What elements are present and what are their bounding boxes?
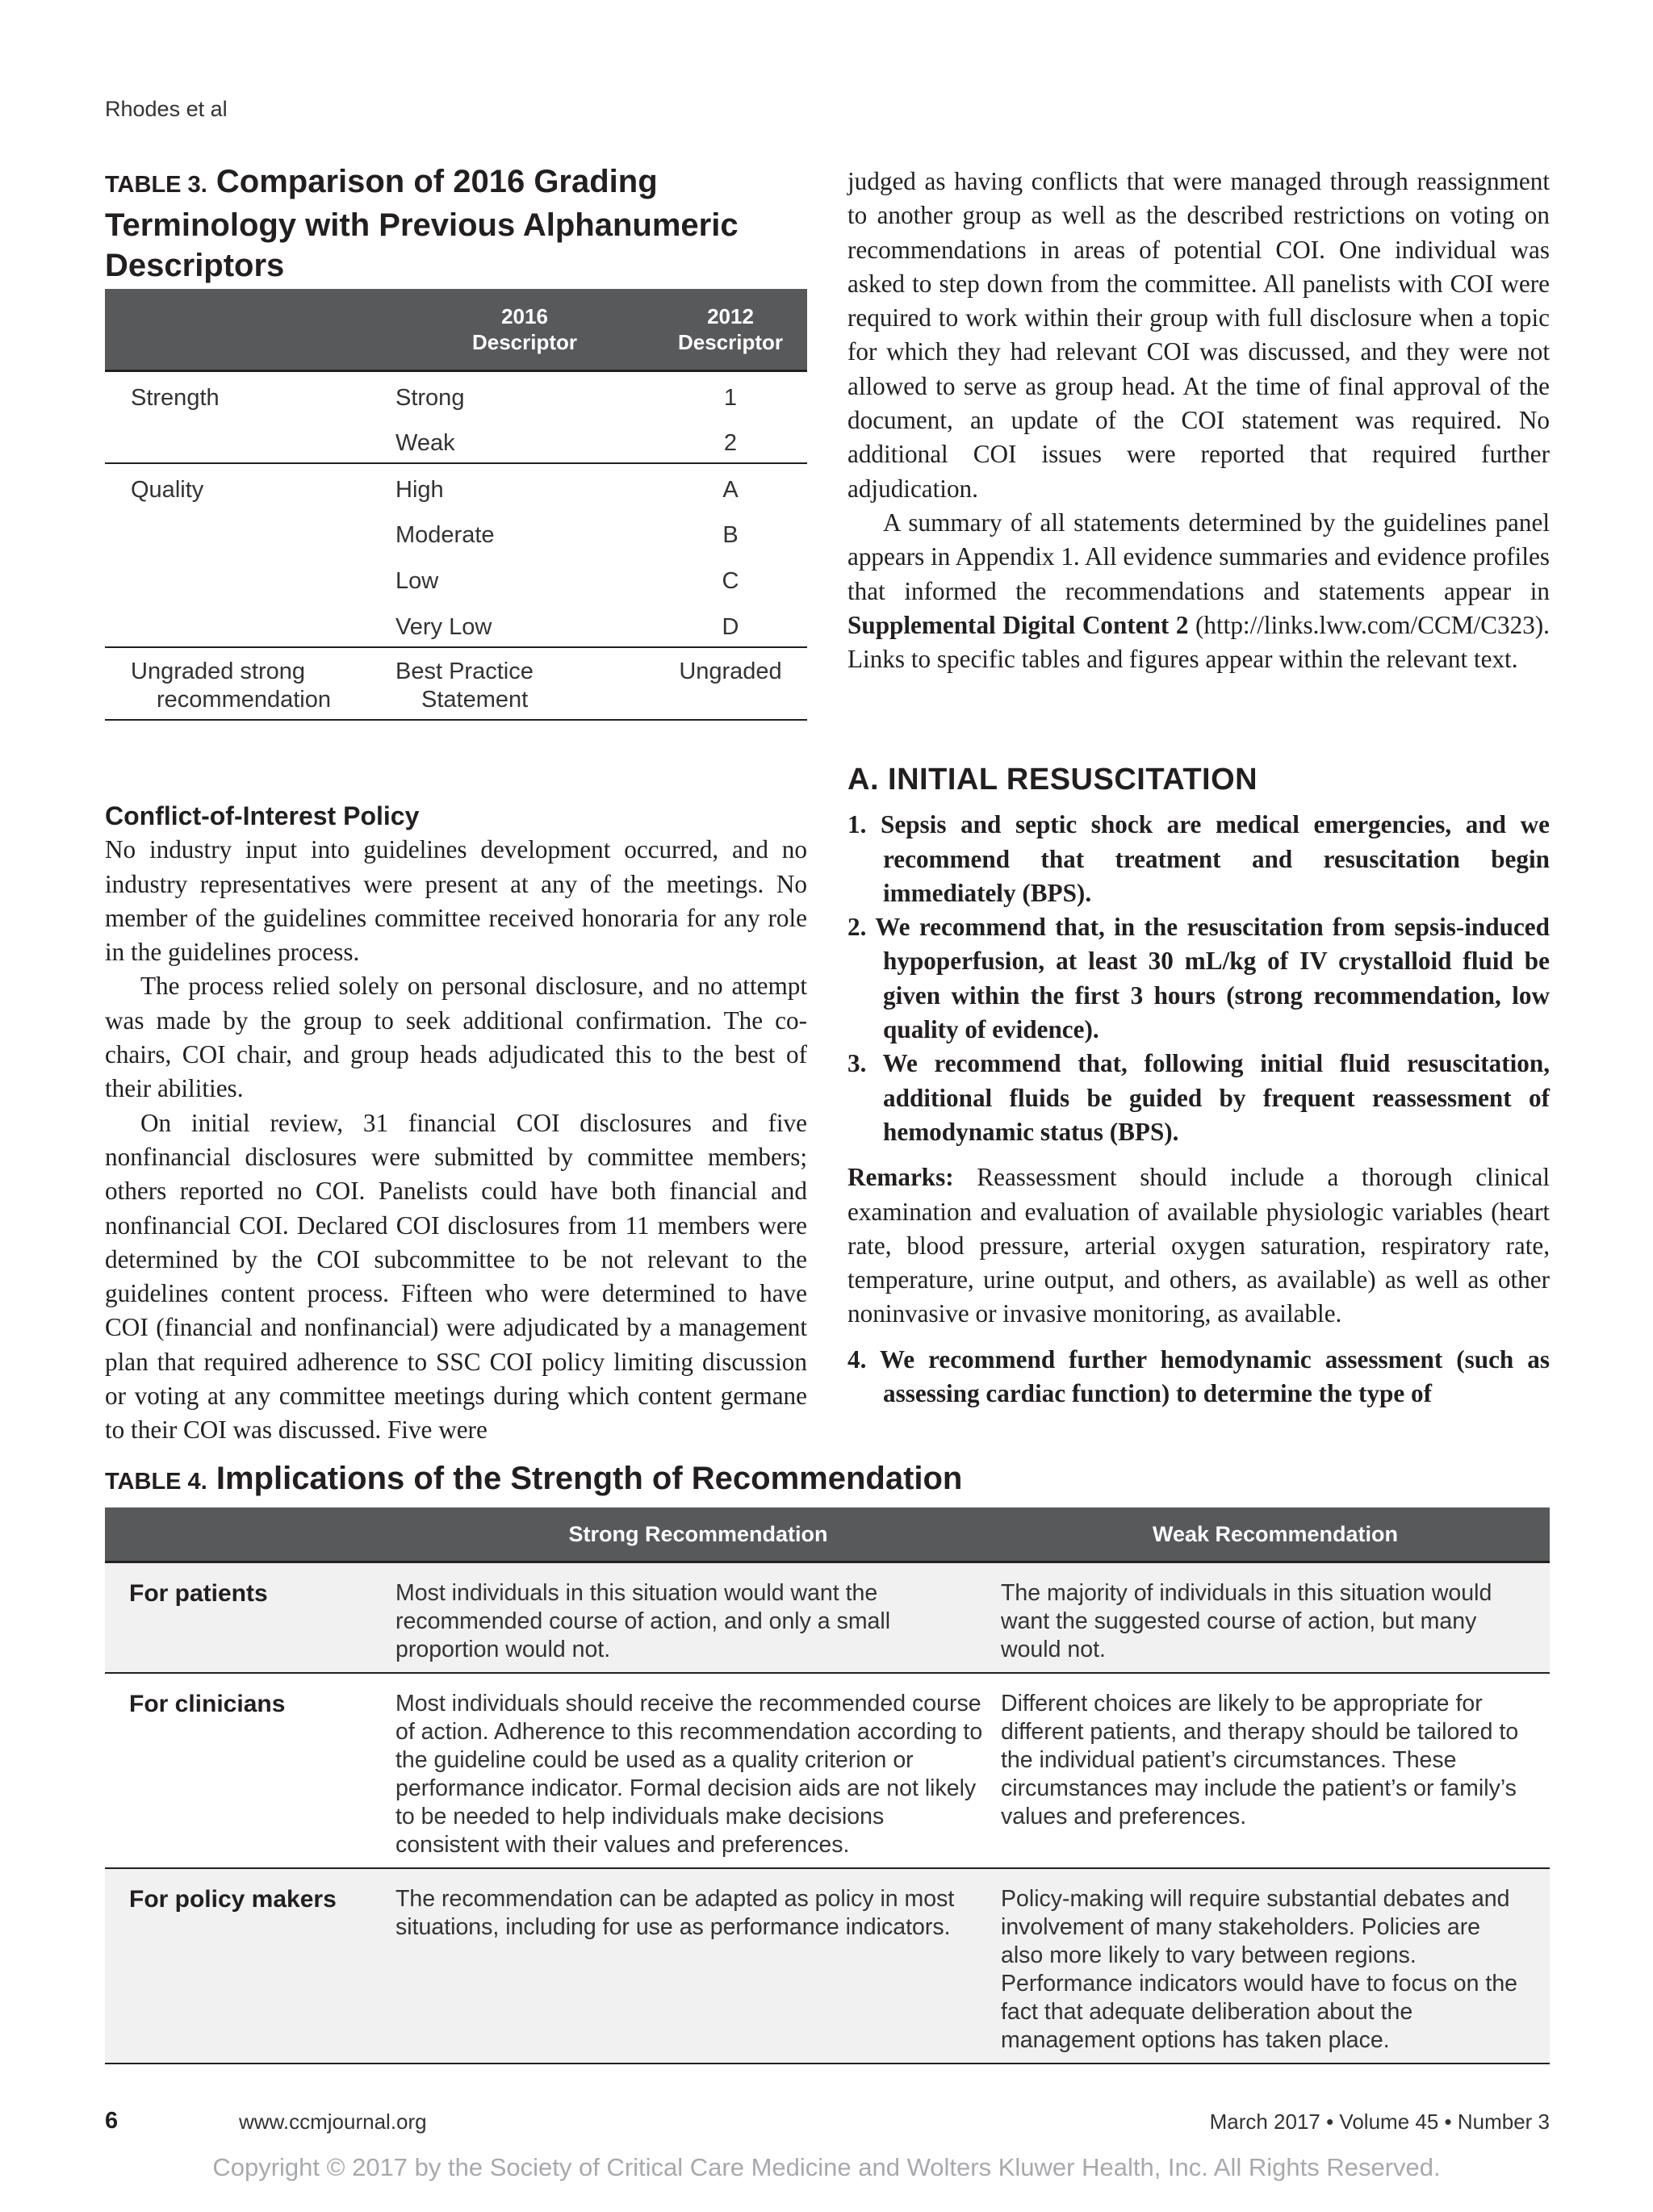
ungraded-line2: recommendation	[157, 686, 331, 713]
table4-title	[105, 1461, 962, 1497]
table-row	[105, 1673, 1550, 1868]
section-heading: A. INITIAL RESUSCITATION	[847, 763, 1258, 797]
table4-label: TABLE 4.	[105, 1469, 207, 1495]
table-row	[105, 509, 807, 555]
coi-paragraph-2: The process relied solely on personal disclosure, and no attempt was made by the group to seek additional confirmation. The co-chairs, COI chair, and group heads adjudicated this to the best of their abilities.	[105, 972, 807, 1103]
table-cell: D	[654, 601, 807, 647]
ungraded-line1: Ungraded strong	[131, 658, 306, 684]
table-cell	[105, 555, 395, 601]
table3-title	[105, 161, 807, 286]
table3-header-2016-word: Descriptor	[471, 330, 578, 354]
table-cell	[105, 647, 395, 720]
table-cell: Moderate	[395, 521, 495, 548]
table4-header-weak: Weak Recommendation	[1001, 1507, 1550, 1562]
page-number: 6	[105, 2108, 119, 2134]
table-cell: 1	[723, 385, 738, 411]
table-row	[105, 371, 807, 417]
row-label-clinicians: For clinicians	[105, 1673, 395, 1868]
table-cell: 2	[654, 417, 807, 463]
remarks-paragraph	[847, 1160, 1550, 1331]
right-column	[847, 165, 1550, 676]
table3-header-2016	[395, 289, 654, 371]
recommendation-2: 2. We recommend that, in the resuscitation from sepsis-induced hypoperfusion, at least 30 mL/kg of IV crystalloid fluid be given within the first 3 hours (strong recommendation, low quality of evidence).	[847, 913, 1550, 1044]
table-row	[105, 463, 807, 509]
table-cell: The majority of individuals in this situation would want the suggested course of action, but many would not.	[1001, 1562, 1550, 1674]
recommendation-1: 1. Sepsis and septic shock are medical emergencies, and we recommend that treatment and resuscitation begin immediately (BPS).	[847, 810, 1550, 907]
table-cell: Quality	[131, 476, 204, 503]
table-cell: C	[722, 567, 739, 594]
table-row	[105, 555, 807, 601]
table-row	[105, 1562, 1550, 1674]
table-cell: Strength	[131, 385, 220, 411]
table-cell: Strong	[395, 385, 465, 411]
table4-header-empty	[105, 1507, 395, 1562]
bps-line1: Best Practice	[395, 658, 534, 684]
table-cell	[395, 647, 654, 720]
summary-text-a: A summary of all statements determined by the guidelines panel appears in Appendix 1. All evidence summaries and evidence profiles that informed the recommendations and statements appear in	[847, 508, 1550, 605]
copyright-notice: Copyright © 2017 by the Society of Critical Care Medicine and Wolters Kluwer Health, Inc. All Rights Reserved.	[212, 2153, 1441, 2181]
table3-header-2012-year: 2012	[707, 304, 754, 328]
table-cell: Weak	[395, 417, 654, 463]
table-row	[105, 601, 807, 647]
table3-label: TABLE 3.	[105, 172, 207, 198]
coi-section	[105, 799, 807, 1448]
journal-website: www.ccmjournal.org	[239, 2110, 427, 2134]
recommendation-3: 3. We recommend that, following initial fluid resuscitation, additional fluids be guided by frequent reassessment of hemodynamic status (BPS).	[847, 1049, 1550, 1146]
table-row	[105, 647, 807, 720]
sdc-link-text: Supplemental Digital Content 2	[847, 610, 1189, 639]
summary-text-b: (http://links.lww.com/CCM/C323). Links to specific tables and figures appear within the relevant text.	[847, 610, 1550, 674]
coi-paragraph-1: No industry input into guidelines development occurred, and no industry representatives were present at any of the meetings. No member of the guidelines committee received honoraria for any role in the guidelines process.	[105, 835, 807, 967]
table-cell: Most individuals in this situation would want the recommended course of action, and only a small proportion would not.	[395, 1562, 1001, 1674]
table-cell: Different choices are likely to be appropriate for different patients, and therapy should be tailored to the individual patient’s circumstances. These circumstances may include the patient’s or family’s values and preferences.	[1001, 1673, 1550, 1868]
coi-heading: Conflict-of-Interest Policy	[105, 801, 420, 830]
table4	[105, 1507, 1550, 2064]
table-cell: A	[722, 476, 739, 503]
table3-header-2012-word: Descriptor	[677, 330, 784, 354]
table-cell: The recommendation can be adapted as policy in most situations, including for use as performance indicators.	[395, 1868, 1001, 2064]
table4-caption: Implications of the Strength of Recommendation	[216, 1461, 963, 1496]
table-cell: Low	[395, 567, 439, 594]
table3	[105, 289, 807, 721]
table-cell	[105, 417, 395, 463]
remarks-text: Reassessment should include a thorough clinical examination and evaluation of available physiologic variables (heart rate, blood pressure, arterial oxygen saturation, respiratory rate, temperature, urine output, and others, as available) as well as other noninvasive or invasive monitoring, as available.	[847, 1163, 1550, 1328]
row-label-policy-makers: For policy makers	[105, 1868, 395, 2064]
running-head: Rhodes et al	[105, 97, 228, 121]
table-cell: Ungraded	[654, 647, 807, 720]
issue-info: March 2017 • Volume 45 • Number 3	[1209, 2110, 1550, 2134]
recommendation-4: 4. We recommend further hemodynamic assessment (such as assessing cardiac function) to determine the type of	[847, 1344, 1550, 1408]
table-row	[105, 417, 807, 463]
table-cell	[105, 509, 395, 555]
table-cell: Policy-making will require substantial debates and involvement of many stakeholders. Policies are also more likely to vary between regions. Performance indicators would have to focus on the fact that adequate deliberation about the management options has taken place.	[1001, 1868, 1550, 2064]
coi-continued-paragraph: judged as having conflicts that were managed through reassignment to another group as well as the described restrictions on voting on recommendations in areas of potential COI. One individual was asked to step down from the committee. All panelists with COI were required to work within their group with full disclosure when a topic for which they had relevant COI was discussed, and they were not allowed to serve as group head. At the time of final approval of the document, an update of the COI statement was required. No additional COI issues were reported that required further adjudication.	[847, 167, 1550, 503]
table-row	[105, 1868, 1550, 2064]
table3-header-2012	[654, 289, 807, 371]
table3-caption: Comparison of 2016 Grading Terminology with Previous Alphanumeric Descriptors	[105, 164, 739, 283]
table-cell: High	[395, 476, 444, 503]
table3-header-2016-year: 2016	[501, 304, 548, 328]
initial-resuscitation-section	[847, 763, 1550, 1411]
table-cell: B	[722, 521, 739, 548]
row-label-patients: For patients	[105, 1562, 395, 1674]
table-cell: Very Low	[395, 601, 654, 647]
table4-header-strong: Strong Recommendation	[395, 1507, 1001, 1562]
summary-paragraph	[847, 506, 1550, 676]
bps-line2: Statement	[421, 686, 529, 713]
table-cell: Most individuals should receive the recommended course of action. Adherence to this recommendation according to the guideline could be used as a quality criterion or performance indicator. Formal decision aids are not likely to be needed to help individuals make decisions consistent with their values and preferences.	[395, 1673, 1001, 1868]
remarks-label: Remarks:	[847, 1163, 954, 1192]
table4-header-row	[105, 1507, 1550, 1562]
table3-header-row	[105, 289, 807, 371]
table-cell	[105, 601, 395, 647]
table3-header-empty	[105, 289, 395, 371]
coi-paragraph-3: On initial review, 31 financial COI disclosures and five nonfinancial disclosures were submitted by committee members; others reported no COI. Panelists could have both financial and nonfinancial COI. Declared COI disclosures from 11 members were determined by the COI subcommittee to be not relevant to the guidelines content process. Fifteen who were determined to have COI (financial and nonfinancial) were adjudicated by a management plan that required adherence to SSC COI policy limiting discussion or voting at any committee meetings during which content germane to their COI was discussed. Five were	[105, 1108, 807, 1445]
